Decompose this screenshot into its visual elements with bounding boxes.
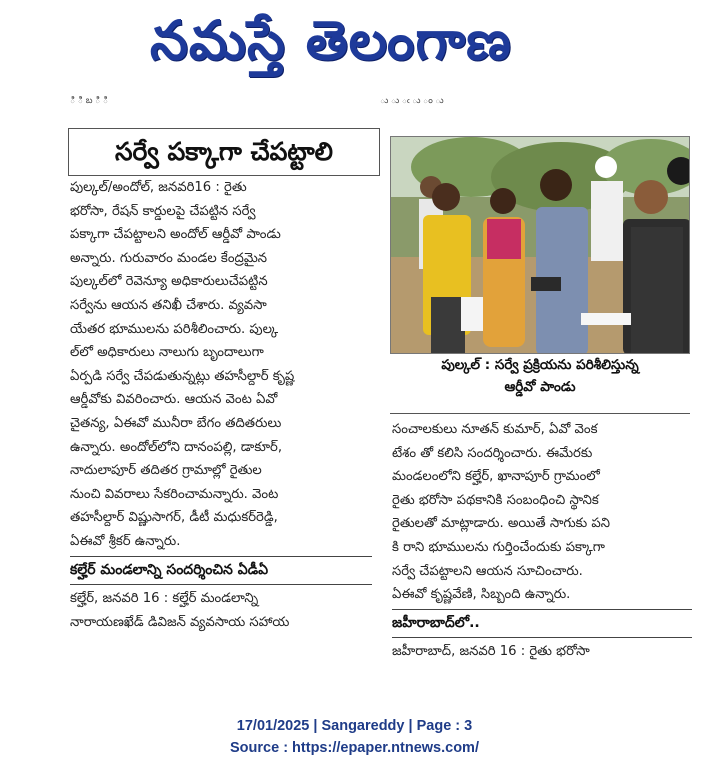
text-line: ఆర్డీవోకు వివరించారు. ఆయన వెంట ఏవో	[70, 392, 278, 408]
officials-inspecting-photo	[391, 137, 690, 354]
text-line: సర్వేను ఆయన తనిఖీ చేశారు. వ్యవసా	[70, 297, 267, 313]
text-line: కల్హేర్, జనవరి 16 : కల్హేర్ మండలాన్ని	[70, 591, 259, 607]
article-headline: సర్వే పక్కాగా చేపట్టాలి	[114, 137, 334, 166]
text-line: జహీరాబాద్, జనవరి 16 : రైతు భరోసా	[392, 644, 590, 660]
text-line: కి రాని భూములను గుర్తించేందుకు పక్కాగా	[392, 539, 605, 555]
text-line: రైతులతో మాట్లాడారు. అయితే సాగుకు పని	[392, 516, 610, 532]
text-line: పుల్కల్‌లో రెవెన్యూ అధికారులుచేపట్టిన	[70, 274, 268, 290]
section-divider	[392, 637, 692, 638]
text-line: ఏఈవో కృష్ణవేణి, సిబ్బంది ఉన్నారు.	[392, 587, 571, 603]
newspaper-logo: నమస్తే తెలంగాణ	[150, 9, 512, 72]
text-line: ల్‌లో అధికారులు నాలుగు బృందాలుగా	[70, 345, 264, 361]
caption-line-2: ఆర్డీవో పాండు	[504, 379, 576, 395]
footer-edition-info: 17/01/2025 | Sangareddy | Page : 3	[236, 718, 473, 734]
text-line: మండలంలోని కల్హేర్, ఖానాపూర్ గ్రామంలో	[392, 469, 600, 485]
text-line: నాదులాపూర్ తదితర గ్రామాల్లో రైతుల	[70, 463, 262, 479]
subheading-kalher: కల్హేర్ మండలాన్ని సందర్శించిన ఏడీఏ	[70, 561, 269, 578]
footer-source-link[interactable]: Source : https://epaper.ntnews.com/	[230, 740, 479, 756]
text-line: పక్కాగా చేపట్టాలని అందోల్ ఆర్డీవో పాండు	[70, 227, 281, 243]
text-line: అన్నారు. గురువారం మండల కేంద్రమైన	[70, 250, 268, 266]
text-line: తహసీల్దార్ విష్ణుసాగర్, డీటీ మధుకర్‌రెడ్డి,	[70, 510, 278, 526]
subheading-zaheerabad: జహీరాబాద్‌లో..	[392, 614, 480, 631]
masthead	[0, 0, 709, 88]
text-line: నుంచి వివరాలు సేకరించామన్నారు. వెంట	[70, 486, 279, 502]
text-line: టేశం తో కలిసి సందర్శించారు. ఈమేరకు	[392, 445, 593, 461]
text-line: రైతు భరోసా పథకానికి సంబంధించి స్థానిక	[392, 492, 599, 508]
text-line: సంచాలకులు నూతన్ కుమార్, ఏవో వెంక	[392, 422, 598, 437]
article-column-right	[392, 418, 692, 664]
text-line: ఏర్పడి సర్వే చేపడుతున్నట్లు తహసీల్దార్ కృష్ణ	[70, 368, 295, 384]
caption-line-1: పుల్కల్ : సర్వే ప్రక్రియను పరిశీలిస్తున్న	[441, 357, 639, 373]
cut-off-text-left: ి ీ బ ి ి	[70, 96, 109, 106]
cut-off-text-right: ు ు ఁ ు ం ు	[380, 96, 444, 106]
news-photo	[390, 136, 690, 354]
section-divider	[70, 584, 372, 585]
text-line: ఉన్నారు. అందోల్‌లోని దానంపల్లి, డాకూర్,	[70, 439, 283, 455]
text-line: పుల్కల్/అందోల్, జనవరి16 : రైతు	[70, 180, 247, 195]
text-line: చైతన్య, ఏఈవో మునీరా బేగం తదితరులు	[70, 415, 282, 431]
text-line: నారాయణఖేడ్ డివిజన్ వ్యవసాయ సహాయ	[70, 614, 290, 630]
article-column-left	[70, 176, 372, 634]
text-line: ఏఈవో శ్రీకర్ ఉన్నారు.	[70, 533, 181, 549]
photo-caption	[390, 354, 690, 414]
section-divider	[392, 609, 692, 610]
text-line: సర్వే చేపట్టాలని ఆయన సూచించారు.	[392, 563, 583, 579]
text-line: యేతర భూములను పరిశీలించారు. పుల్క	[70, 321, 279, 337]
headline-box	[68, 128, 380, 176]
section-divider	[70, 556, 372, 557]
text-line: భరోసా, రేషన్ కార్డులపై చేపట్టిన సర్వే	[70, 203, 256, 219]
